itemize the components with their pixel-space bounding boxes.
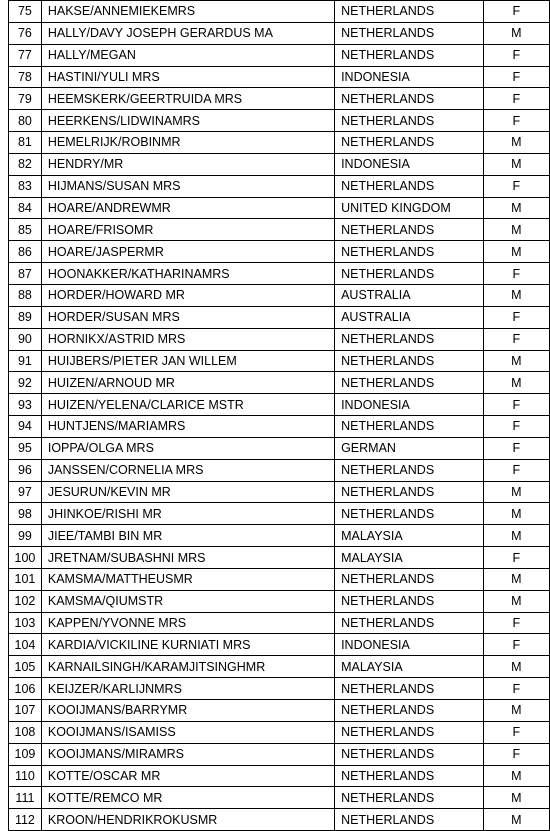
gender-cell: M [483, 590, 549, 612]
gender-cell: M [483, 700, 549, 722]
table-row [9, 153, 550, 175]
row-number-cell: 101 [9, 568, 42, 590]
gender-cell: F [483, 328, 549, 350]
passenger-name-cell: HENDRY/MR [41, 153, 334, 175]
table-row [9, 721, 550, 743]
row-number-cell: 98 [9, 503, 42, 525]
table-row [9, 66, 550, 88]
gender-cell: F [483, 88, 549, 110]
table-row [9, 765, 550, 787]
nationality-cell: NETHERLANDS [335, 416, 484, 438]
row-number-cell: 111 [9, 787, 42, 809]
row-number-cell: 84 [9, 197, 42, 219]
row-number-cell: 96 [9, 459, 42, 481]
table-row [9, 328, 550, 350]
nationality-cell: NETHERLANDS [335, 459, 484, 481]
gender-cell: F [483, 44, 549, 66]
table-row [9, 394, 550, 416]
table-row [9, 459, 550, 481]
row-number-cell: 91 [9, 350, 42, 372]
table-row [9, 22, 550, 44]
passenger-name-cell: HAKSE/ANNEMIEKEMRS [41, 1, 334, 23]
table-row [9, 241, 550, 263]
passenger-name-cell: KAPPEN/YVONNE MRS [41, 612, 334, 634]
passenger-name-cell: HUIZEN/ARNOUD MR [41, 372, 334, 394]
nationality-cell: INDONESIA [335, 634, 484, 656]
table-row [9, 743, 550, 765]
passenger-name-cell: HUIJBERS/PIETER JAN WILLEM [41, 350, 334, 372]
row-number-cell: 78 [9, 66, 42, 88]
nationality-cell: NETHERLANDS [335, 88, 484, 110]
table-row [9, 787, 550, 809]
nationality-cell: NETHERLANDS [335, 1, 484, 23]
table-row [9, 306, 550, 328]
nationality-cell: NETHERLANDS [335, 700, 484, 722]
nationality-cell: MALAYSIA [335, 656, 484, 678]
nationality-cell: INDONESIA [335, 66, 484, 88]
nationality-cell: NETHERLANDS [335, 22, 484, 44]
table-row [9, 809, 550, 831]
table-row [9, 525, 550, 547]
row-number-cell: 105 [9, 656, 42, 678]
gender-cell: F [483, 547, 549, 569]
passenger-name-cell: KOTTE/OSCAR MR [41, 765, 334, 787]
row-number-cell: 76 [9, 22, 42, 44]
passenger-name-cell: JANSSEN/CORNELIA MRS [41, 459, 334, 481]
table-row [9, 568, 550, 590]
table-row [9, 88, 550, 110]
row-number-cell: 109 [9, 743, 42, 765]
nationality-cell: NETHERLANDS [335, 241, 484, 263]
passenger-name-cell: HIJMANS/SUSAN MRS [41, 175, 334, 197]
table-row [9, 503, 550, 525]
passenger-name-cell: KOOIJMANS/BARRYMR [41, 700, 334, 722]
nationality-cell: NETHERLANDS [335, 568, 484, 590]
passenger-name-cell: HUNTJENS/MARIAMRS [41, 416, 334, 438]
row-number-cell: 94 [9, 416, 42, 438]
nationality-cell: NETHERLANDS [335, 132, 484, 154]
table-row [9, 263, 550, 285]
passenger-name-cell: HALLY/DAVY JOSEPH GERARDUS MA [41, 22, 334, 44]
table-row [9, 219, 550, 241]
gender-cell: M [483, 350, 549, 372]
gender-cell: F [483, 1, 549, 23]
passenger-name-cell: HOARE/FRISOMR [41, 219, 334, 241]
nationality-cell: AUSTRALIA [335, 284, 484, 306]
table-row [9, 284, 550, 306]
table-row [9, 590, 550, 612]
gender-cell: M [483, 219, 549, 241]
row-number-cell: 92 [9, 372, 42, 394]
passenger-name-cell: KAMSMA/MATTHEUSMR [41, 568, 334, 590]
row-number-cell: 80 [9, 110, 42, 132]
row-number-cell: 93 [9, 394, 42, 416]
row-number-cell: 100 [9, 547, 42, 569]
nationality-cell: NETHERLANDS [335, 110, 484, 132]
nationality-cell: NETHERLANDS [335, 481, 484, 503]
gender-cell: M [483, 568, 549, 590]
gender-cell: F [483, 612, 549, 634]
nationality-cell: NETHERLANDS [335, 590, 484, 612]
nationality-cell: GERMAN [335, 437, 484, 459]
passenger-name-cell: HOONAKKER/KATHARINAMRS [41, 263, 334, 285]
table-row [9, 678, 550, 700]
gender-cell: M [483, 132, 549, 154]
nationality-cell: NETHERLANDS [335, 721, 484, 743]
row-number-cell: 81 [9, 132, 42, 154]
table-row [9, 634, 550, 656]
passenger-name-cell: HALLY/MEGAN [41, 44, 334, 66]
gender-cell: M [483, 197, 549, 219]
table-row [9, 44, 550, 66]
row-number-cell: 108 [9, 721, 42, 743]
passenger-name-cell: KARNAILSINGH/KARAMJITSINGHMR [41, 656, 334, 678]
passenger-name-cell: HEMELRIJK/ROBINMR [41, 132, 334, 154]
passenger-name-cell: KOOIJMANS/MIRAMRS [41, 743, 334, 765]
table-row [9, 132, 550, 154]
row-number-cell: 97 [9, 481, 42, 503]
passenger-name-cell: HOARE/JASPERMR [41, 241, 334, 263]
passenger-name-cell: JRETNAM/SUBASHNI MRS [41, 547, 334, 569]
passenger-name-cell: HEEMSKERK/GEERTRUIDA MRS [41, 88, 334, 110]
row-number-cell: 75 [9, 1, 42, 23]
nationality-cell: MALAYSIA [335, 547, 484, 569]
gender-cell: M [483, 241, 549, 263]
passenger-name-cell: KAMSMA/QIUMSTR [41, 590, 334, 612]
nationality-cell: NETHERLANDS [335, 328, 484, 350]
row-number-cell: 106 [9, 678, 42, 700]
gender-cell: F [483, 678, 549, 700]
table-row [9, 175, 550, 197]
gender-cell: F [483, 721, 549, 743]
row-number-cell: 79 [9, 88, 42, 110]
nationality-cell: NETHERLANDS [335, 350, 484, 372]
nationality-cell: NETHERLANDS [335, 809, 484, 831]
row-number-cell: 86 [9, 241, 42, 263]
nationality-cell: NETHERLANDS [335, 743, 484, 765]
table-body [9, 1, 550, 831]
gender-cell: F [483, 66, 549, 88]
passenger-name-cell: HEERKENS/LIDWINAMRS [41, 110, 334, 132]
gender-cell: M [483, 787, 549, 809]
passenger-name-cell: IOPPA/OLGA MRS [41, 437, 334, 459]
passenger-name-cell: KEIJZER/KARLIJNMRS [41, 678, 334, 700]
row-number-cell: 90 [9, 328, 42, 350]
gender-cell: M [483, 22, 549, 44]
row-number-cell: 110 [9, 765, 42, 787]
table-row [9, 656, 550, 678]
row-number-cell: 88 [9, 284, 42, 306]
gender-cell: F [483, 306, 549, 328]
passenger-name-cell: KARDIA/VICKILINE KURNIATI MRS [41, 634, 334, 656]
passenger-name-cell: HORDER/HOWARD MR [41, 284, 334, 306]
row-number-cell: 77 [9, 44, 42, 66]
nationality-cell: NETHERLANDS [335, 787, 484, 809]
row-number-cell: 89 [9, 306, 42, 328]
passenger-name-cell: KOOIJMANS/ISAMISS [41, 721, 334, 743]
gender-cell: M [483, 765, 549, 787]
row-number-cell: 95 [9, 437, 42, 459]
nationality-cell: NETHERLANDS [335, 765, 484, 787]
row-number-cell: 112 [9, 809, 42, 831]
gender-cell: F [483, 743, 549, 765]
table-row [9, 547, 550, 569]
gender-cell: M [483, 372, 549, 394]
nationality-cell: MALAYSIA [335, 525, 484, 547]
gender-cell: F [483, 437, 549, 459]
gender-cell: F [483, 263, 549, 285]
passenger-name-cell: HASTINI/YULI MRS [41, 66, 334, 88]
gender-cell: F [483, 634, 549, 656]
table-row [9, 481, 550, 503]
table-row [9, 700, 550, 722]
nationality-cell: INDONESIA [335, 394, 484, 416]
row-number-cell: 83 [9, 175, 42, 197]
passenger-table [8, 0, 550, 831]
nationality-cell: NETHERLANDS [335, 612, 484, 634]
gender-cell: F [483, 175, 549, 197]
passenger-name-cell: JESURUN/KEVIN MR [41, 481, 334, 503]
gender-cell: F [483, 416, 549, 438]
nationality-cell: INDONESIA [335, 153, 484, 175]
gender-cell: M [483, 809, 549, 831]
table-row [9, 110, 550, 132]
row-number-cell: 102 [9, 590, 42, 612]
nationality-cell: UNITED KINGDOM [335, 197, 484, 219]
passenger-name-cell: JIEE/TAMBI BIN MR [41, 525, 334, 547]
gender-cell: M [483, 481, 549, 503]
gender-cell: M [483, 284, 549, 306]
nationality-cell: NETHERLANDS [335, 503, 484, 525]
table-row [9, 612, 550, 634]
gender-cell: M [483, 656, 549, 678]
table-row [9, 372, 550, 394]
passenger-name-cell: KOTTE/REMCO MR [41, 787, 334, 809]
gender-cell: M [483, 525, 549, 547]
row-number-cell: 104 [9, 634, 42, 656]
passenger-name-cell: HUIZEN/YELENA/CLARICE MSTR [41, 394, 334, 416]
gender-cell: F [483, 459, 549, 481]
nationality-cell: AUSTRALIA [335, 306, 484, 328]
table-row [9, 350, 550, 372]
nationality-cell: NETHERLANDS [335, 175, 484, 197]
nationality-cell: NETHERLANDS [335, 372, 484, 394]
row-number-cell: 85 [9, 219, 42, 241]
row-number-cell: 82 [9, 153, 42, 175]
nationality-cell: NETHERLANDS [335, 219, 484, 241]
row-number-cell: 103 [9, 612, 42, 634]
passenger-name-cell: JHINKOE/RISHI MR [41, 503, 334, 525]
passenger-name-cell: HORNIKX/ASTRID MRS [41, 328, 334, 350]
gender-cell: F [483, 110, 549, 132]
row-number-cell: 87 [9, 263, 42, 285]
table-row [9, 437, 550, 459]
gender-cell: M [483, 153, 549, 175]
table-row [9, 416, 550, 438]
gender-cell: F [483, 394, 549, 416]
table-row [9, 1, 550, 23]
nationality-cell: NETHERLANDS [335, 44, 484, 66]
passenger-name-cell: HORDER/SUSAN MRS [41, 306, 334, 328]
row-number-cell: 99 [9, 525, 42, 547]
passenger-name-cell: KROON/HENDRIKROKUSMR [41, 809, 334, 831]
gender-cell: M [483, 503, 549, 525]
row-number-cell: 107 [9, 700, 42, 722]
table-row [9, 197, 550, 219]
nationality-cell: NETHERLANDS [335, 263, 484, 285]
passenger-name-cell: HOARE/ANDREWMR [41, 197, 334, 219]
nationality-cell: NETHERLANDS [335, 678, 484, 700]
